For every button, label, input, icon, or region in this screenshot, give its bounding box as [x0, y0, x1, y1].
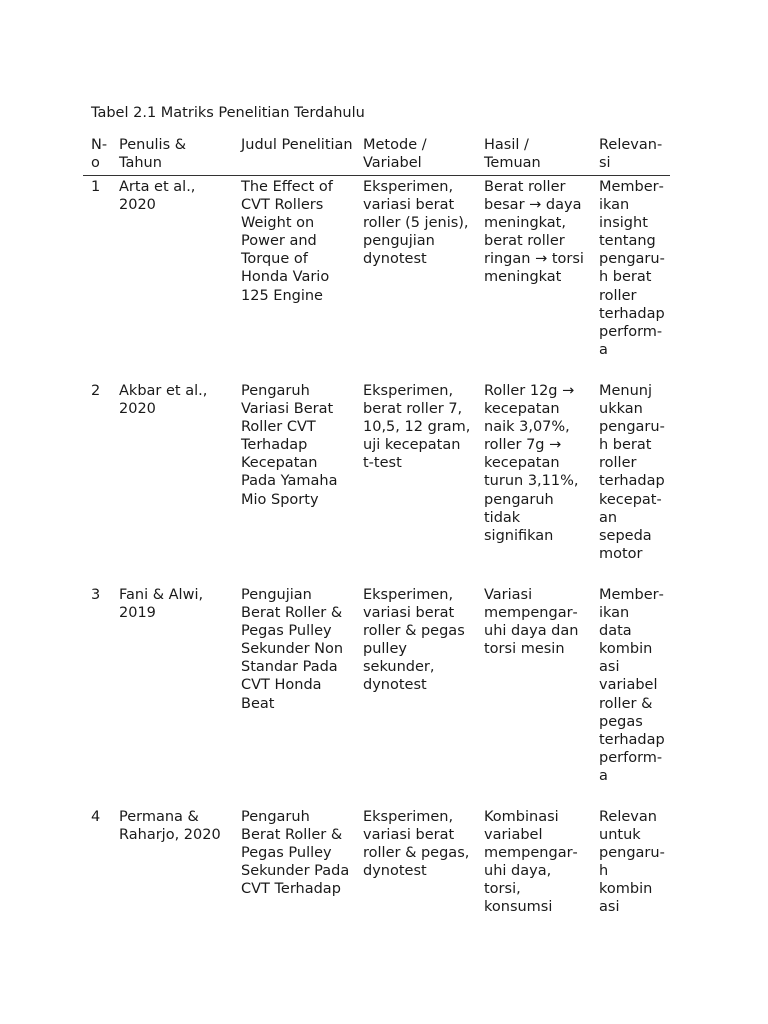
- row-4-no: 4: [91, 809, 101, 825]
- row-3-relevansi: Memberikan data kombinasi variabel roller & pegas terhadap performa: [599, 587, 665, 784]
- header-penulis: Penulis & Tahun: [119, 137, 187, 172]
- row-1-metode: Eksperimen, variasi berat roller (5 jenis), pengujian dynotest: [363, 179, 469, 268]
- row-2-relevansi: Menunjukkan pengaruh berat roller terhadap kecepatan sepeda motor: [599, 383, 665, 562]
- row-1-no: 1: [91, 179, 101, 195]
- row-1-relevansi: Memberikan insight tentang pengaruh berat roller terhadap performa: [599, 179, 665, 358]
- row-3-no: 3: [91, 587, 101, 603]
- row-1-hasil: Berat roller besar → daya meningkat, berat roller ringan → torsi meningkat: [484, 179, 584, 286]
- row-4-judul: Pengaruh Berat Roller & Pegas Pulley Sekunder Pada CVT Terhadap: [241, 809, 350, 898]
- row-3-penulis: Fani & Alwi, 2019: [119, 587, 204, 622]
- row-1-penulis: Arta et al., 2020: [119, 179, 196, 214]
- header-no: No: [91, 137, 108, 172]
- row-3-judul: Pengujian Berat Roller & Pegas Pulley Sekunder Non Standar Pada CVT Honda Beat: [241, 587, 344, 712]
- row-3-hasil: Variasi mempengaruhi daya dan torsi mesin: [484, 587, 579, 658]
- row-2-no: 2: [91, 383, 101, 399]
- header-hasil: Hasil / Temuan: [484, 137, 541, 172]
- header-divider: [83, 175, 670, 176]
- row-4-relevansi: Relevan untuk pengaruh kombinasi: [599, 809, 665, 916]
- header-judul: Judul Penelitian: [241, 137, 353, 153]
- row-1-judul: The Effect of CVT Rollers Weight on Power and Torque of Honda Vario 125 Engine: [241, 179, 333, 304]
- row-4-penulis: Permana & Raharjo, 2020: [119, 809, 221, 844]
- header-relevansi: Relevansi: [599, 137, 663, 172]
- row-4-metode: Eksperimen, variasi berat roller & pegas, dynotest: [363, 809, 470, 880]
- row-2-metode: Eksperimen, berat roller 7, 10,5, 12 gram, uji kecepatan t-test: [363, 383, 471, 472]
- header-metode: Metode / Variabel: [363, 137, 427, 172]
- row-4-hasil: Kombinasi variabel mempengaruhi daya, torsi, konsumsi: [484, 809, 578, 916]
- row-2-hasil: Roller 12g → kecepatan naik 3,07%, roller 7g → kecepatan turun 3,11%, pengaruh tidak signifikan: [484, 383, 579, 544]
- row-3-metode: Eksperimen, variasi berat roller & pegas pulley sekunder, dynotest: [363, 587, 465, 694]
- row-2-judul: Pengaruh Variasi Berat Roller CVT Terhadap Kecepatan Pada Yamaha Mio Sporty: [241, 383, 338, 508]
- row-2-penulis: Akbar et al., 2020: [119, 383, 208, 418]
- table-caption: Tabel 2.1 Matriks Penelitian Terdahulu: [91, 105, 365, 121]
